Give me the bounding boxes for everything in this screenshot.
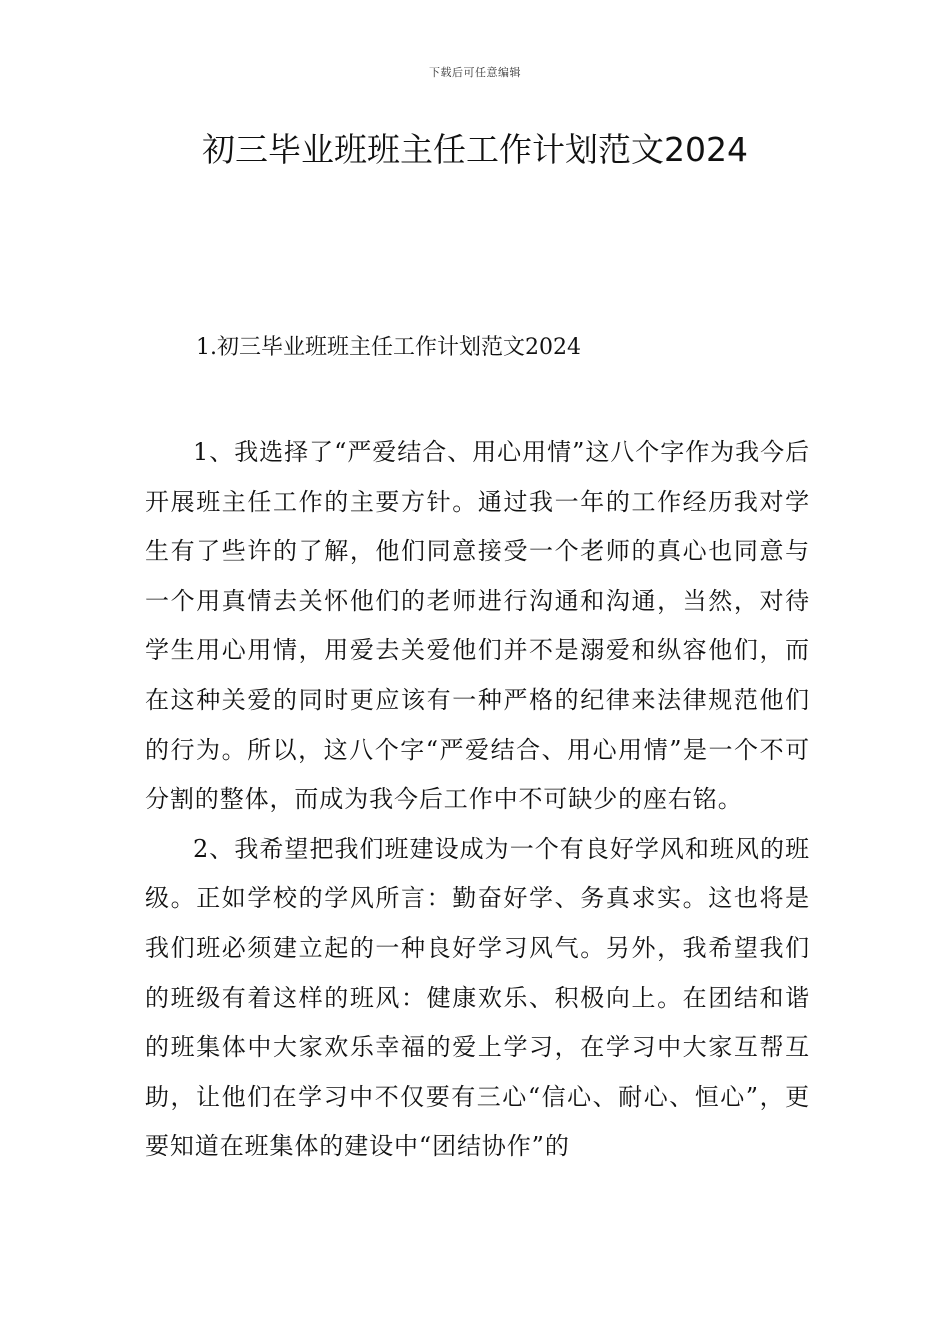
paragraph-2: 2、我希望把我们班建设成为一个有良好学风和班风的班级。正如学校的学风所言：勤奋好学、务真求实。这也将是我们班必须建立起的一种良好学习风气。另外，我希望我们的班级有着这样的班风：健康欢乐、积极向上。在团结和谐的班集体中大家欢乐幸福的爱上学习，在学习中大家互帮互助，让他们在学习中不仅要有三心“信心、耐心、恒心”，更要知道在班集体的建设中“团结协作”的 [145, 834, 810, 1161]
document-title: 初三毕业班班主任工作计划范文2024 [202, 130, 748, 169]
section-heading: 1.初三毕业班班主任工作计划范文2024 [196, 335, 581, 360]
document-body [145, 428, 810, 1172]
page-header-note: 下载后可任意编辑 [429, 66, 521, 79]
paragraph-1: 1、我选择了“严爱结合、用心用情”这八个字作为我今后开展班主任工作的主要方针。通过我一年的工作经历我对学生有了些许的了解，他们同意接受一个老师的真心也同意与一个用真情去关怀他们的老师进行沟通和沟通，当然，对待学生用心用情，用爱去关爱他们并不是溺爱和纵容他们，而在这种关爱的同时更应该有一种严格的纪律来法律规范他们的行为。所以，这八个字“严爱结合、用心用情”是一个不可分割的整体，而成为我今后工作中不可缺少的座右铭。 [145, 438, 810, 814]
